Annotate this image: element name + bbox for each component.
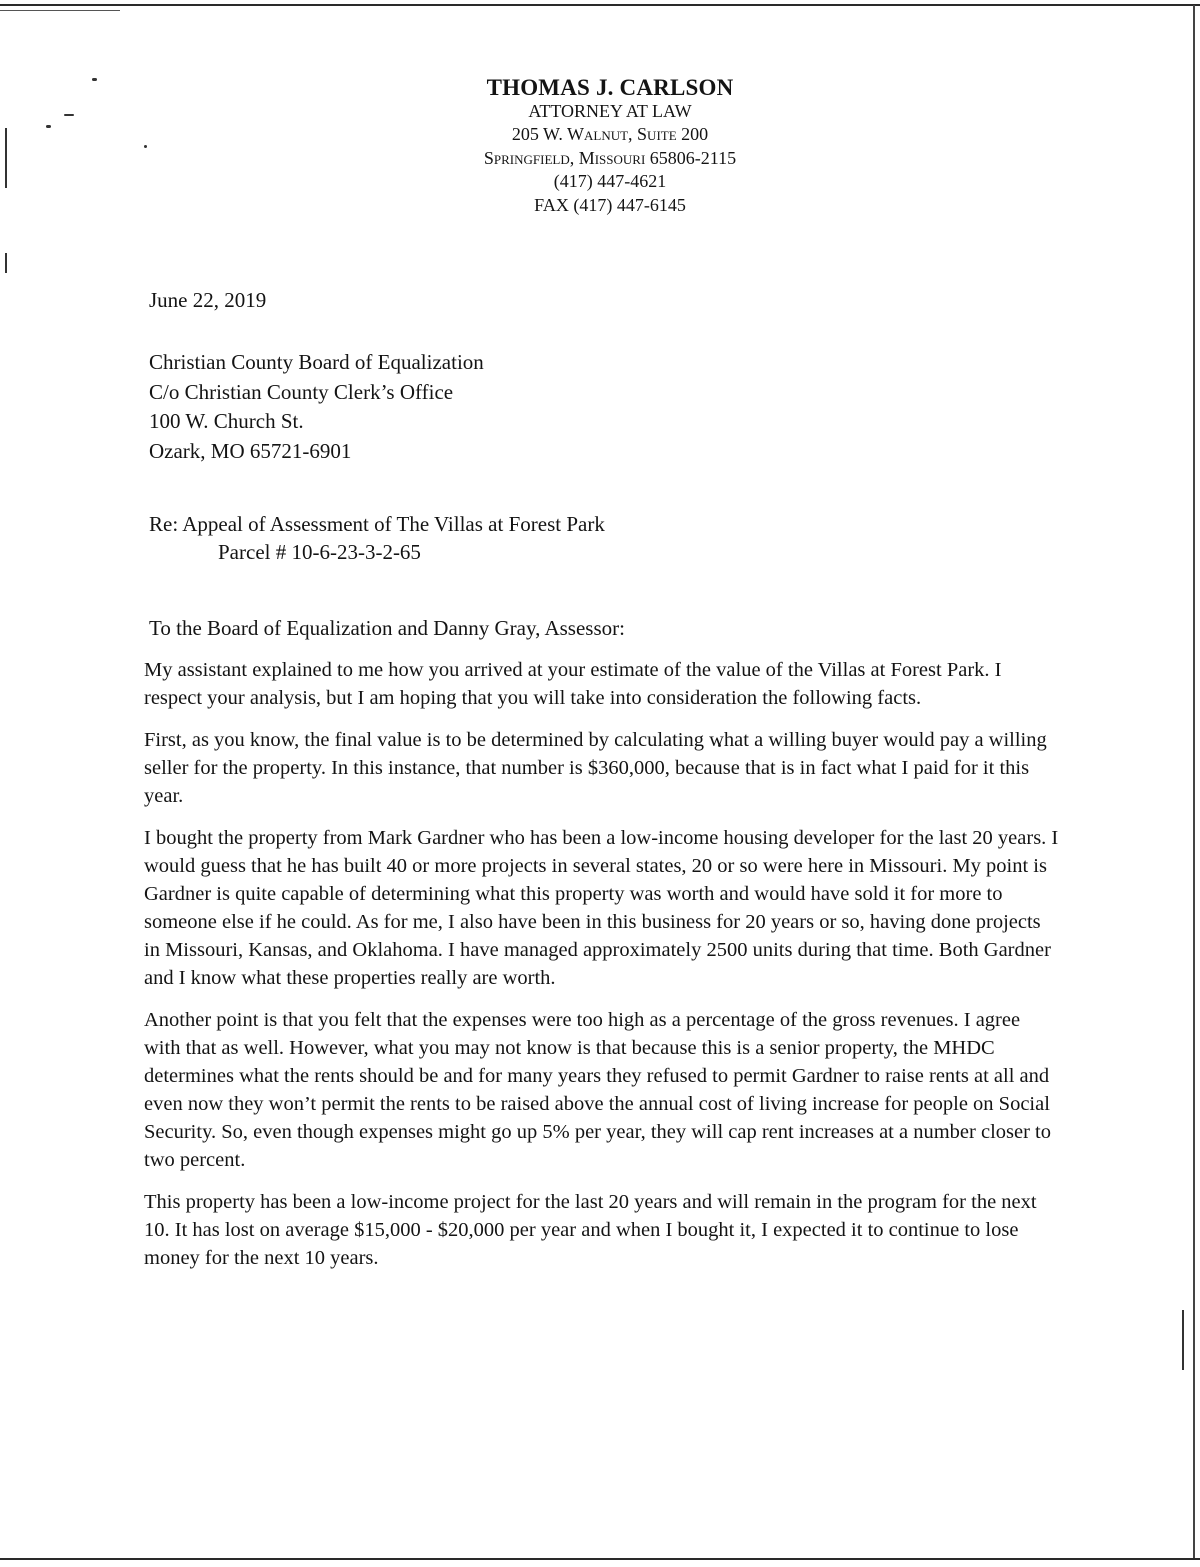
- attorney-title: ATTORNEY AT LAW: [528, 100, 692, 121]
- scan-mark: [5, 253, 7, 273]
- recipient-line: 100 W. Church St.: [149, 409, 304, 433]
- scan-edge-bottom: [0, 1558, 1200, 1560]
- scan-mark: [1182, 1310, 1184, 1370]
- letter-body: [144, 656, 1060, 1286]
- scan-mark: [0, 10, 120, 11]
- attorney-name: THOMAS J. CARLSON: [486, 75, 734, 100]
- office-fax: FAX (417) 447-6145: [534, 194, 686, 215]
- scan-edge-right: [1193, 5, 1195, 1560]
- body-paragraph: Another point is that you felt that the expenses were too high as a percentage of the gross revenues. I agree with that as well. However, what you may not know is that because this is a senior property, the MHDC determines what the rents should be and for many years they refused to permit Gardner to raise rents at all and even now they won’t permit the rents to be raised above the annual cost of living increase for people on Social Security. So, even though expenses might go up 5% per year, they will cap rent increases at a number closer to two percent.: [144, 1009, 1051, 1171]
- parcel-number: Parcel # 10-6-23-3-2-65: [218, 539, 421, 564]
- scan-mark: [5, 128, 7, 188]
- body-paragraph: This property has been a low-income project for the last 20 years and will remain in the program for the next 10. It has lost on average $15,000 - $20,000 per year and when I bought it, I expected it to continue to lose money for the next 10 years.: [144, 1191, 1037, 1269]
- recipient-line: Ozark, MO 65721-6901: [149, 438, 352, 463]
- letter-date: June 22, 2019: [149, 288, 267, 312]
- subject-line: Re: Appeal of Assessment of The Villas at Forest Park: [149, 512, 605, 536]
- scan-mark: [64, 114, 74, 116]
- body-paragraph: My assistant explained to me how you arrived at your estimate of the value of the Villas at Forest Park. I respect your analysis, but I am hoping that you will take into consideration the following facts.: [144, 659, 1002, 709]
- office-street: 205 W. Walnut, Suite 200: [511, 124, 709, 144]
- salutation: To the Board of Equalization and Danny Gray, Assessor:: [149, 616, 625, 640]
- scan-edge-top: [0, 4, 1200, 6]
- recipient-line: C/o Christian County Clerk’s Office: [149, 379, 454, 404]
- office-city: Springfield, Missouri 65806-2115: [483, 147, 737, 168]
- scan-mark: [92, 78, 97, 81]
- body-paragraph: First, as you know, the final value is to be determined by calculating what a willing buyer would pay a willing seller for the property. In this instance, that number is $360,000, because that is in fact what I paid for it this year.: [144, 729, 1047, 807]
- scan-mark: [46, 125, 51, 128]
- scan-mark: [144, 145, 147, 148]
- office-phone: (417) 447-4621: [553, 171, 667, 191]
- recipient-line: Christian County Board of Equalization: [149, 350, 484, 374]
- subject-block: [149, 511, 605, 566]
- body-paragraph: I bought the property from Mark Gardner who has been a low-income housing developer for the last 20 years. I would guess that he has built 40 or more projects in several states, 20 or so were here in Missouri. My point is Gardner is quite capable of determining what this property was worth and would have sold it for more to someone else if he could. As for me, I also have been in this business for 20 years or so, having done projects in Missouri, Kansas, and Oklahoma. I have managed approximately 2500 units during that time. Both Gardner and I know what these properties really are worth.: [144, 827, 1059, 989]
- recipient-address: [149, 348, 484, 466]
- letterhead: [400, 76, 820, 217]
